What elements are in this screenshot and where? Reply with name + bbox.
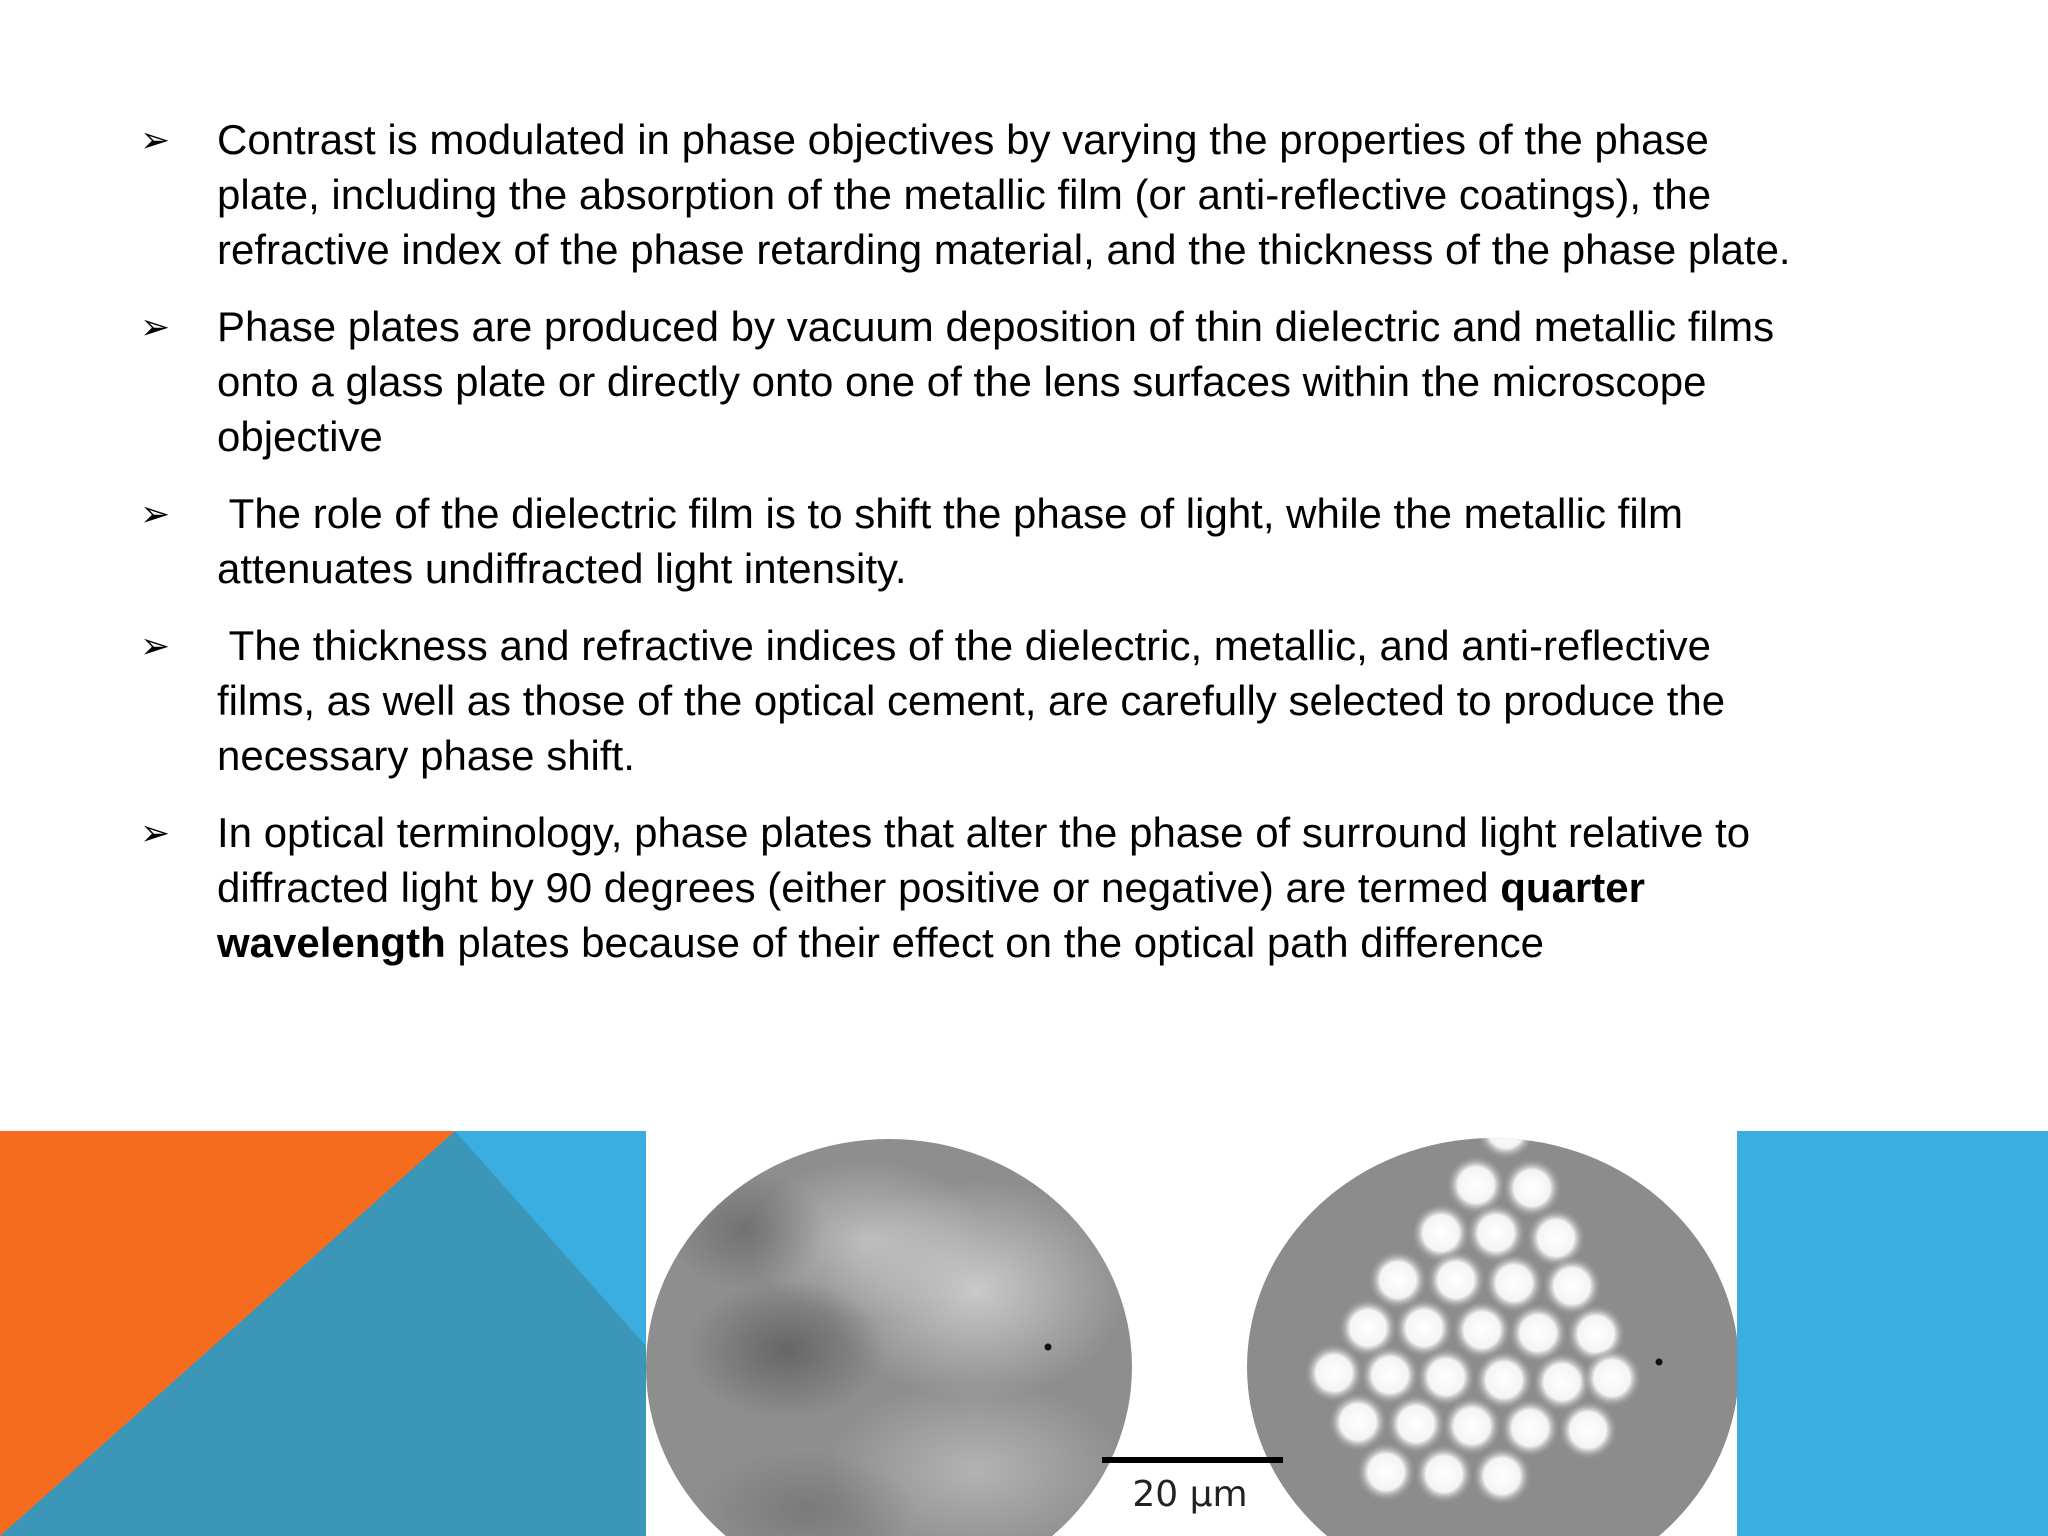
arrowhead-bullet-icon: ➢ xyxy=(140,625,171,666)
decorative-block-right xyxy=(1737,1131,2048,1536)
arrowhead-bullet-icon: ➢ xyxy=(140,119,171,160)
left-micrograph-image xyxy=(646,1139,1132,1536)
arrowhead-bullet-icon: ➢ xyxy=(140,812,171,853)
bright-sphere xyxy=(1582,1348,1642,1408)
decorative-triangles xyxy=(0,1131,646,1536)
bright-sphere xyxy=(1356,1442,1416,1502)
arrowhead-bullet-icon: ➢ xyxy=(140,493,171,534)
right-micrograph-image xyxy=(1247,1100,1737,1536)
scale-bar xyxy=(1102,1457,1283,1463)
bullet-item xyxy=(140,805,1800,970)
bullet-item xyxy=(140,618,1800,783)
bullet-item xyxy=(140,112,1800,277)
bright-sphere xyxy=(1414,1444,1474,1504)
micrograph-svg xyxy=(646,1090,1737,1536)
bright-sphere xyxy=(1476,1100,1536,1160)
bullet-text: Contrast is modulated in phase objectives by varying the properties of the phase plate, including the absorption of the metallic film (or anti-reflective coatings), the refractive index of the phase retarding material, and the thickness of the phase plate. xyxy=(217,116,1791,273)
bullet-item xyxy=(140,299,1800,464)
bold-term: quarter wavelength xyxy=(217,864,1645,966)
bullet-list xyxy=(140,112,1800,992)
micrograph-figure xyxy=(646,1090,1737,1536)
bright-sphere xyxy=(1558,1400,1618,1460)
scale-bar-label: 20 µm xyxy=(1132,1474,1248,1515)
bullet-text: Phase plates are produced by vacuum deposition of thin dielectric and metallic films onto a glass plate or directly onto one of the lens surfaces within the microscope objective xyxy=(217,303,1775,460)
bullet-item xyxy=(140,486,1800,596)
bullet-text: The thickness and refractive indices of the dielectric, metallic, and anti-reflective films, as well as those of the optical cement, are carefully selected to produce the necessary phase shift. xyxy=(217,622,1737,779)
bullet-text: The role of the dielectric film is to shift the phase of light, while the metallic film attenuates undiffracted light intensity. xyxy=(217,490,1695,592)
bullet-text-before: In optical terminology, phase plates that alter the phase of surround light relative to diffracted light by 90 degrees (either positive or negative) are termed xyxy=(217,809,1762,911)
bullet-text-after: plates because of their effect on the optical path difference xyxy=(445,919,1544,966)
bright-sphere xyxy=(1472,1446,1532,1506)
arrowhead-bullet-icon: ➢ xyxy=(140,306,171,347)
